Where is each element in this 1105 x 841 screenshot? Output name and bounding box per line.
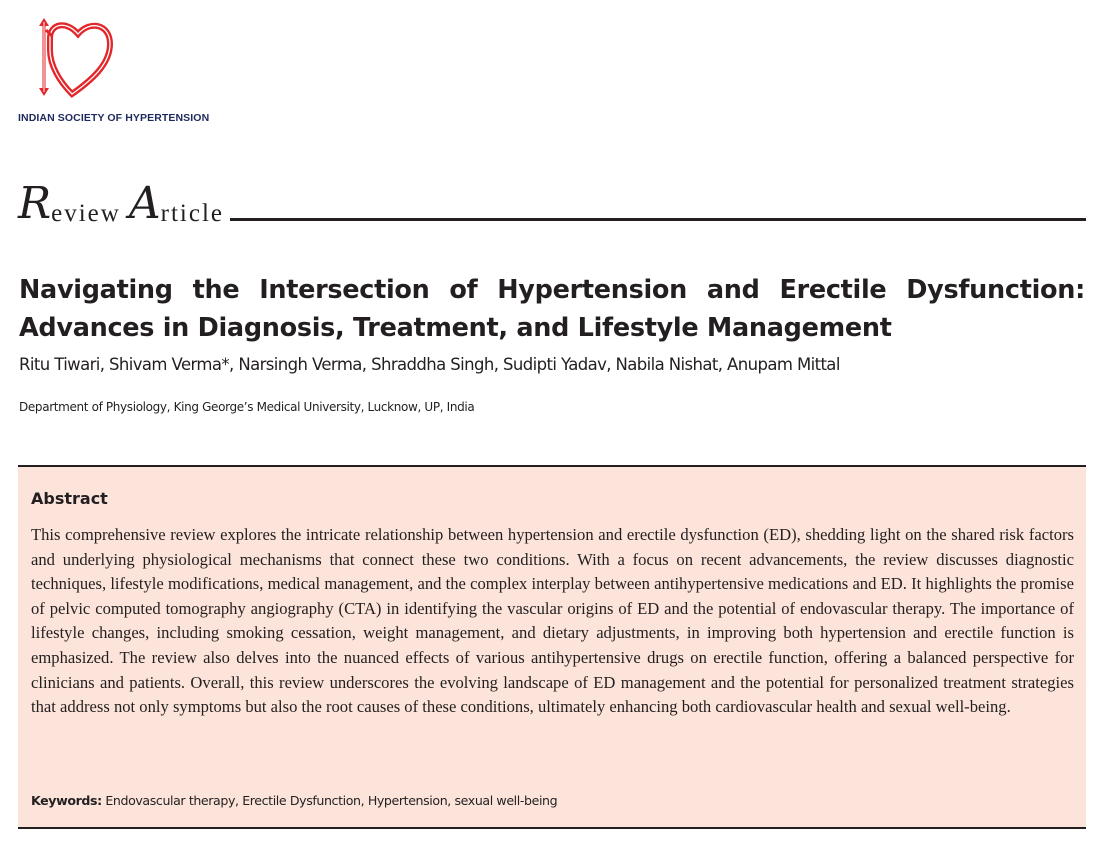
abstract-body: This comprehensive review explores the intricate relationship between hypertension and erectile dysfunction (ED), shedding light on the shared risk factors and underlying physiological mechanisms that connect these two conditions. With a focus on recent advancements, the review discusses diagnostic techniques, lifestyle modifications, medical management, and the complex interplay between antihypertensive medications and ED. It highlights the promise of pelvic computed tomography angiography (CTA) in identifying the vascular origins of ED and the potential of endovascular therapy. The importance of lifestyle changes, including smoking cessation, weight management, and dietary adjustments, in improving both hypertension and erectile function is emphasized. The review also delves into the nuanced effects of various antihypertensive drugs on erectile function, offering a balanced perspective for clinicians and patients. Overall, this review underscores the evolving landscape of ED management and the potential for personalized treatment strategies that address not only symptoms but also the root causes of these conditions, ultimately enhancing both cardiovascular health and sexual well-being.: [31, 525, 1074, 717]
heart-logo-icon: [36, 16, 116, 98]
section-label-rest-1: eview: [51, 200, 121, 227]
section-label-cap-a: A: [128, 178, 161, 229]
section-label-cap-r: R: [18, 178, 52, 229]
society-name: INDIAN SOCIETY OF HYPERTENSION: [18, 112, 210, 124]
abstract-heading: Abstract: [31, 489, 108, 508]
article-title: Navigating the Intersection of Hypertension and Erectile Dysfunction: Advances in Diagnosis, Treatment, and Lifestyle Management: [19, 275, 1085, 343]
keywords-line: [31, 793, 557, 808]
section-label-rest-2: rticle: [160, 200, 224, 227]
keywords-values: Endovascular therapy, Erectile Dysfunction, Hypertension, sexual well-being: [105, 793, 558, 808]
keywords-label: Keywords:: [31, 793, 102, 808]
affiliation: Department of Physiology, King George’s Medical University, Lucknow, UP, India: [19, 400, 475, 414]
section-divider: [230, 218, 1086, 221]
section-label-review-article: [18, 176, 1086, 229]
author-list: Ritu Tiwari, Shivam Verma*, Narsingh Verma, Shraddha Singh, Sudipti Yadav, Nabila Nishat, Anupam Mittal: [19, 355, 840, 374]
abstract-bottom-divider: [18, 827, 1086, 829]
abstract-box: [18, 467, 1086, 827]
